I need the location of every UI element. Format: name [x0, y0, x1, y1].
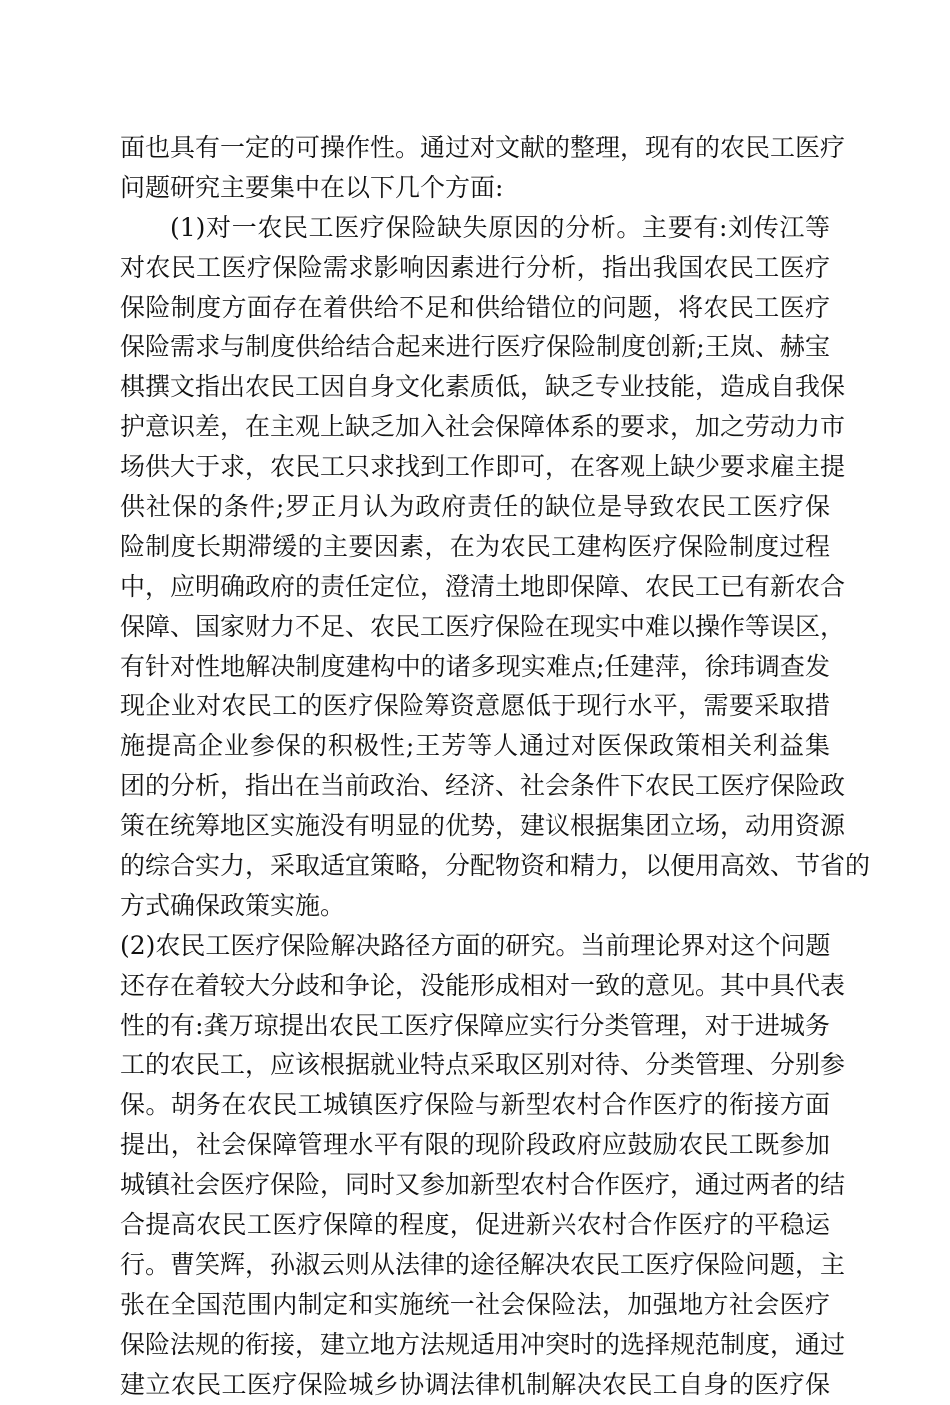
text-line: 方式确保政策实施。 [120, 890, 346, 920]
paragraph-start-line: (2)农民工医疗保险解决路径方面的研究。当前理论界对这个问题 [120, 930, 831, 960]
text-line: 保险需求与制度供给结合起来进行医疗保险制度创新;王岚、赫宝 [120, 332, 830, 362]
text-line: 城镇社会医疗保险，同时又参加新型农村合作医疗，通过两者的结 [120, 1170, 846, 1200]
text-line: 保障、国家财力不足、农民工医疗保险在现实中难以操作等误区， [120, 611, 846, 641]
text-line: 性的有:龚万琼提出农民工医疗保障应实行分类管理，对于进城务 [120, 1010, 830, 1040]
text-line: 棋撰文指出农民工因自身文化素质低，缺乏专业技能，造成自我保 [120, 372, 846, 402]
text-line: 工的农民工，应该根据就业特点采取区别对待、分类管理、分别参 [120, 1050, 846, 1080]
text-line: 施提高企业参保的积极性;王芳等人通过对医保政策相关利益集 [120, 731, 830, 761]
text-line: 护意识差，在主观上缺乏加入社会保障体系的要求，加之劳动力市 [120, 412, 846, 442]
text-line: 保险制度方面存在着供给不足和供给错位的问题，将农民工医疗 [120, 292, 830, 322]
text-line: 保险法规的衔接，建立地方法规适用冲突时的选择规范制度，通过 [120, 1329, 846, 1359]
body-text [120, 128, 871, 1405]
paragraph-start-line: (1)对一农民工医疗保险缺失原因的分析。主要有:刘传江等 [170, 212, 830, 242]
text-line: 保。胡务在农民工城镇医疗保险与新型农村合作医疗的衔接方面 [120, 1090, 830, 1120]
text-line: 供社保的条件;罗正月认为政府责任的缺位是导致农民工医疗保 [120, 492, 830, 522]
text-line: 面也具有一定的可操作性。通过对文献的整理，现有的农民工医疗 [120, 133, 846, 162]
text-line: 问题研究主要集中在以下几个方面: [120, 172, 504, 202]
text-line: 有针对性地解决制度建构中的诸多现实难点;任建萍，徐玮调查发 [120, 651, 830, 681]
text-line: 合提高农民工医疗保障的程度，促进新兴农村合作医疗的平稳运 [120, 1210, 830, 1240]
text-line: 场供大于求，农民工只求找到工作即可，在客观上缺少要求雇主提 [120, 452, 846, 482]
text-line: 行。曹笑辉，孙淑云则从法律的途径解决农民工医疗保险问题，主 [120, 1249, 846, 1279]
text-line: 中，应明确政府的责任定位，澄清土地即保障、农民工已有新农合 [120, 571, 846, 601]
text-line: 策在统筹地区实施没有明显的优势，建议根据集团立场，动用资源 [120, 811, 846, 841]
text-line: 的综合实力，采取适宜策略，分配物资和精力，以便用高效、节省的 [120, 851, 871, 881]
text-line: 张在全国范围内制定和实施统一社会保险法，加强地方社会医疗 [120, 1289, 830, 1319]
text-line: 提出，社会保障管理水平有限的现阶段政府应鼓励农民工既参加 [120, 1130, 830, 1160]
text-line: 建立农民工医疗保险城乡协调法律机制解决农民工自身的医疗保 [120, 1369, 830, 1399]
text-line: 险制度长期滞缓的主要因素，在为农民工建构医疗保险制度过程 [120, 531, 830, 561]
text-line: 团的分析，指出在当前政治、经济、社会条件下农民工医疗保险政 [120, 771, 846, 801]
text-line: 现企业对农民工的医疗保险筹资意愿低于现行水平，需要采取措 [120, 691, 830, 721]
text-line: 还存在着较大分歧和争论，没能形成相对一致的意见。其中具代表 [120, 970, 846, 1000]
text-line: 对农民工医疗保险需求影响因素进行分析，指出我国农民工医疗 [120, 252, 830, 282]
